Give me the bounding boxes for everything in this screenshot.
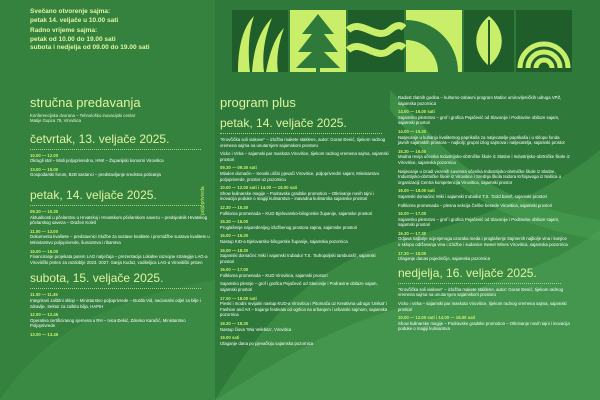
opening-info bbox=[30, 8, 210, 53]
event-time: 10.00 — 12.00 sati i 14.00 — 16.00 sati bbox=[398, 315, 476, 321]
divider bbox=[30, 205, 201, 206]
event-text: Mladen domaćin – Seoski ulični pjevači Virovitice, poljoprivredni sajam; Ministarstvo poljoprivrede, prostor uz pozornicu bbox=[220, 170, 380, 182]
divider bbox=[398, 283, 561, 284]
divider bbox=[220, 133, 382, 134]
event-time: 16.00 — 17.00 bbox=[220, 267, 249, 273]
program-day-title: nedjelja, 16. veljače 2025. bbox=[398, 265, 537, 280]
arc-icon bbox=[406, 10, 462, 72]
lecture-day-title: subota, 15. veljače 2025. bbox=[30, 271, 164, 286]
event-time: 12.00 — 12.45 bbox=[30, 312, 59, 318]
event-text: Gospodarski forum, B2B sastanci – predstavljanje sredstva poticanja bbox=[30, 172, 161, 178]
event-text: Vicko i Virka – sajamski par maskota Virovitice, tijekom radnog vremena sajma, sajamski prostori bbox=[220, 151, 389, 162]
event-text: Operativa certificiranog sjemena u RH – Ivica Đekić, Zdenko Karačić, Ministarstvo Poljoprivrede bbox=[30, 317, 186, 329]
hours-friday: petak od 10.00 do 19.00 sati bbox=[30, 35, 116, 43]
event-time: 13.00 — 15.00 bbox=[30, 166, 59, 172]
event-time: 19.00 sati bbox=[220, 335, 240, 341]
event-text: Izlaganje dana po pjevačkiju sajamska pozornica bbox=[220, 340, 314, 346]
event-text: Show kulinarske magije – Podravske gradske promotion – Otkrivanje novih tajni i inovacija poduke o magiji kulinarstva – inavadna kulinarska sajamske prostori bbox=[220, 190, 374, 202]
event-time: 16.00 — 18.30 bbox=[220, 247, 249, 253]
event-time: 15.00 — 16.00 bbox=[30, 248, 59, 254]
event-text: Vicko i Virka – sajamski par maskota Virovitice, tijekom radnog vremena sajma, sajamski prostori bbox=[398, 301, 567, 312]
event-text: Sajamsko plemstvo – grof i grofica Pejačević od Slavonije i Podravine obilaze sajam, sajamski prostori bbox=[398, 216, 560, 228]
opening-title: Svečano otvorenje sajma: bbox=[30, 8, 111, 15]
event-text: Natjecanje u kuhanju kvalitetnog paprikaša za natjecatelje paprikaša i u sklopu fonda javnih sajamskih prostora – najbolji; grupni izlog sajmova i natjecatelja, sajamski prostor bbox=[398, 134, 565, 146]
lecture-day-title: četvrtak, 13. veljače 2025. bbox=[30, 131, 170, 146]
left-column bbox=[30, 8, 210, 338]
event-time: 12.30 — 15.30 bbox=[220, 204, 249, 210]
event-text: Okrugli stol – Misli poljoprivredno, HNK – Županijski komorni Virovitica bbox=[30, 158, 164, 164]
lecture-day-title: petak, 14. veljače 2025. bbox=[30, 188, 157, 203]
leaf-icon bbox=[464, 10, 514, 72]
event-text: Radost zlatnih godina – kulturno-zabavni program Matice umirovljeničkih udruga VPŽ, sajamska pozornica bbox=[398, 95, 562, 106]
event-time: 17.30 — 18.00 bbox=[398, 250, 427, 256]
event-text: Aktualnosti u pčelarstvu u Hrvatskoj i Hrvatskom pčelarskom savezu – predsjednik Hrvatskog pčelarskog saveza – Dražen Koleš bbox=[30, 214, 208, 226]
event-time: 11.00 — 11.45 bbox=[30, 292, 58, 298]
event-time: 13.00 — 13.45 bbox=[30, 331, 59, 337]
event-text: Folklorna promenada – plesna sekcija Češke besede Virovitica, sajamski prostori bbox=[398, 202, 553, 208]
rainbow-icon bbox=[516, 10, 572, 72]
event-time: 10.00 — 12.00 bbox=[30, 152, 59, 158]
event-text: Proglašenje najuređenijeg izložbenog prostora sajma, sajamske prostori bbox=[220, 224, 358, 230]
event-time: 14.00 — 15.30 bbox=[398, 128, 427, 134]
event-text: Odjava najbolje ocjenjenoga uzoraka meda i proglašenje Sajmenih najbolje vina i konjice u sklopu održavanja vina i izložbe i sudanice Sweet Wines Virovitica, sajamska pozornica bbox=[398, 236, 568, 248]
event-text: Sajamski domaćini: Miki i sajamski trubadur T.S. 'Gold band', sajamski prostori bbox=[398, 193, 547, 199]
event-text: Nastup KID-a Bjelovarsko-bilogorske županije, sajamska pozornica bbox=[220, 238, 348, 244]
event-text: "Krovčička soli viakove" – izložba makete staklene, autor: Goran Đenić, tijekom radnog vremena sajma na unutarnjem sajamskom prostoru bbox=[220, 137, 385, 148]
event-time: 11.00 — 13.00 bbox=[30, 228, 58, 234]
event-time: 16.00 — 18.00 sati bbox=[398, 188, 435, 194]
right-column bbox=[398, 95, 570, 335]
event-text: "Krovčička soli viakove" – izložba makete staklene, autor: Goran Đenić, tijekom radnog vremena sajma na unutarnjem sajamskom prostoru bbox=[398, 286, 563, 298]
event-time: 10.00 — 12.00 sati i 14.00 — 16.00 sati bbox=[220, 185, 298, 191]
event-text: Sajamsko plesnje – grof i grofica Pejačević od Slavonije i Podravine obilaze sajam, sajamski prostori bbox=[220, 281, 378, 293]
event-text: Izlaganje danas pojedinčije, sajamska pozornica bbox=[398, 256, 490, 262]
event-text: Nastup čiova 'Wia Velebita', Virovitica bbox=[220, 326, 292, 332]
event-text: Pieski i modni revijalni nastup KUD-a Virovitica i Pitomača uz Kreativna udruga 'Unikat' i Fashion and Art – trajanje festivala od ogrlica na urbanjem i urbanski sajmom, sajamska pozornica bbox=[220, 301, 388, 318]
hours-weekend: subota i nedjelja od 09.00 do 19.00 sati bbox=[30, 44, 150, 51]
category-side-tag: poljoprivreda bbox=[200, 186, 206, 215]
lectures-venue: Konferencijska dvorana – Tehnološko inovacijski centar bbox=[30, 112, 136, 118]
event-text: Sajamsko plemstvo – grof i grofica Pejačević od Slavonije i Podravine obilaze sajam, sajamski prostori bbox=[398, 114, 560, 126]
event-text: Natjecanje u izradi vezenih suvenira učenika Industrijsko-obrtničke škole iz Slatine, Industrijsko-obrtničke škole iz Virovitice i Srednja škola Isidora Kršnjavoga iz Našica u organizaciji Centra kompetencija Virovitica, sajamski prostor bbox=[398, 168, 562, 185]
opening-time: petak 14. veljače u 10.00 sati bbox=[30, 16, 119, 24]
program-title: program plus bbox=[220, 95, 296, 110]
event-time: 18.30 — 18.30 bbox=[220, 321, 249, 327]
divider bbox=[30, 288, 201, 289]
wheat-icon bbox=[232, 10, 288, 72]
tree-icon bbox=[290, 10, 346, 72]
event-time: 14.00 — 16.00 sati bbox=[398, 109, 435, 115]
event-time: 16.00 — 17.00 bbox=[398, 211, 427, 217]
wave-icon bbox=[348, 10, 404, 72]
event-time: 17.00 — 18.00 sati bbox=[220, 295, 257, 301]
decorative-icon-row bbox=[232, 10, 572, 72]
middle-column bbox=[220, 95, 390, 349]
lectures-address: Matije Gupca 78, Virovitica bbox=[30, 118, 82, 124]
event-text: Integrirani zaštitni sklop – Ministarstvo poljoprivrede – Đurđa Vid, nacionalni odjel za bilje i zdravlje, Sektor za zaštitu bilja, HAPIH bbox=[30, 298, 201, 309]
event-time: 15.30 — 16.00 bbox=[220, 219, 249, 225]
event-text: Dokumenta kvalitete – predstavnici Službe za sustave kvalitete i promidžbe sustava kvalitete u Ministarstvu poljoprivrede, šumarstva i ribarstva bbox=[30, 234, 210, 246]
event-time: 16.00 — 16.30 bbox=[220, 233, 249, 239]
event-time: 09.30 — 10.30 bbox=[30, 209, 59, 215]
event-text: Show kulinarske magije – Podravske gradske promotion – Otkrivanje novih tajni i inovacija poduke o magiji kulinarstva bbox=[398, 320, 570, 332]
divider bbox=[30, 149, 201, 150]
event-time: 15.30 — 16.00 bbox=[398, 148, 427, 154]
event-time: 16.30 — 17.30 bbox=[398, 230, 427, 236]
event-time: 09.30 — 09.30 sati bbox=[220, 165, 257, 171]
program-day-title: petak, 14. veljače 2025. bbox=[220, 116, 347, 130]
event-text: Folklorna promenada – KUD Bjelovarsko-bilogorske županije, sajamske prostori bbox=[220, 210, 373, 216]
hours-title: Radno vrijeme sajma: bbox=[30, 27, 98, 34]
event-text: Sajamski domaćini: Miki i sajamski trubadur T.S. 'Suhopoljski tamburaši', sajamski prostori bbox=[220, 253, 376, 264]
event-text: Modna revija učenika Industrijsko-obrtničke škole iz Slatine i Industrijsko-obrtničke škole iz Virovitice, sajamska pozornica bbox=[398, 154, 570, 165]
event-text: Folklorna promenada – KUD Virovitica, sajamski prostori bbox=[220, 272, 328, 278]
lectures-title: stručna predavanja bbox=[30, 94, 141, 110]
event-text: Financiranje projekata putem LAG natječaja – prezentacija Lokalne razvojne strategije LAG-a Virovitički prsten za razdoblje 2023.-2027. Sanja Kuduz, voditeljica LAG-a Virovitički prsten bbox=[30, 254, 208, 265]
